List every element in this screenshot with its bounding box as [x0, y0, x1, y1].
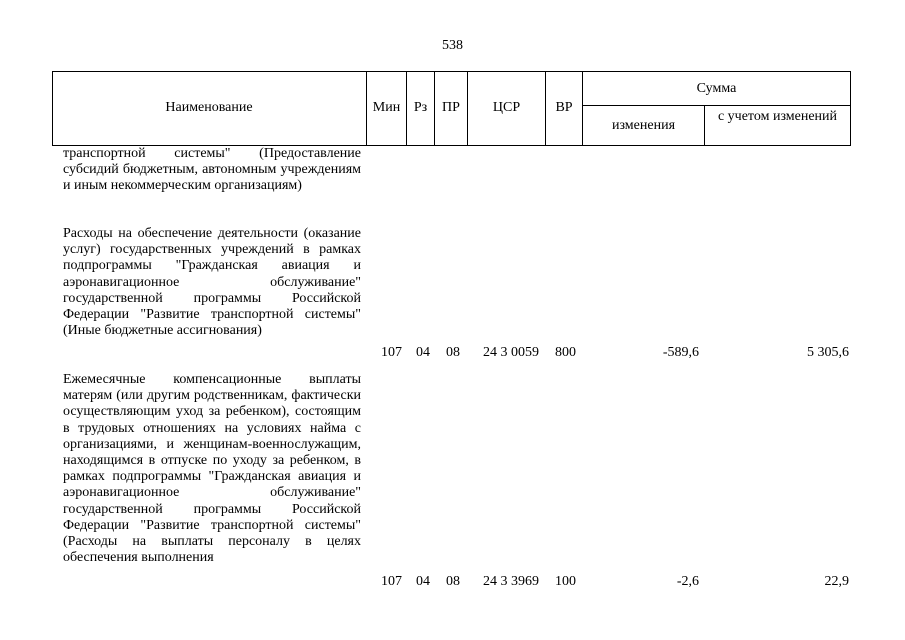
header-vr: ВР	[555, 100, 573, 115]
row-name: транспортной системы" (Предоставление субсидий бюджетным, автономным учреждениям и иным некоммерческим организациям)	[63, 146, 361, 194]
row-total: 5 305,6	[807, 345, 849, 360]
row-vr: 800	[555, 345, 576, 360]
header-csr: ЦСР	[492, 100, 521, 115]
row-change: -589,6	[662, 345, 699, 360]
row-rz: 04	[416, 345, 430, 360]
table-header	[52, 71, 851, 146]
row-name: Расходы на обеспечение деятельности (оказание услуг) государственных учреждений в рамках подпрограммы "Гражданская авиация и аэронавигационное обслуживание" государственной программы Российской Федерации "Развитие транспортной системы" (Иные бюджетные ассигнования)	[63, 226, 361, 339]
col-border	[850, 71, 851, 146]
row-total: 22,9	[824, 574, 849, 589]
header-rz: Рз	[413, 100, 428, 115]
header-min: Мин	[372, 100, 401, 115]
sum-divider	[582, 105, 851, 106]
row-csr: 24 3 0059	[483, 345, 539, 360]
row-name: Ежемесячные компенсационные выплаты матерям (или другим родственникам, фактически осуществляющим уход за ребенком), состоящим в трудовых отношениях на условиях найма с организациями, и женщинам-военнослужащим, находящимся в отпуске по уходу за ребенком, в рамках подпрограммы "Гражданская авиация и аэронавигационное обслуживание" государственной программы Российской Федерации "Развитие транспортной системы" (Расходы на выплаты персоналу в целях обеспечения выполнения	[63, 372, 361, 566]
header-name: Наименование	[165, 100, 253, 115]
row-rz: 04	[416, 574, 430, 589]
row-csr: 24 3 3969	[483, 574, 539, 589]
row-change: -2,6	[676, 574, 699, 589]
header-with-changes: с учетом изменений	[717, 109, 838, 124]
row-pr: 08	[446, 574, 460, 589]
row-vr: 100	[555, 574, 576, 589]
header-sum: Сумма	[696, 81, 737, 96]
row-min: 107	[381, 345, 402, 360]
header-pr: ПР	[442, 100, 460, 115]
row-min: 107	[381, 574, 402, 589]
row-pr: 08	[446, 345, 460, 360]
header-change: изменения	[611, 118, 676, 133]
page-number: 538	[442, 38, 463, 53]
header-top-border	[52, 71, 851, 72]
